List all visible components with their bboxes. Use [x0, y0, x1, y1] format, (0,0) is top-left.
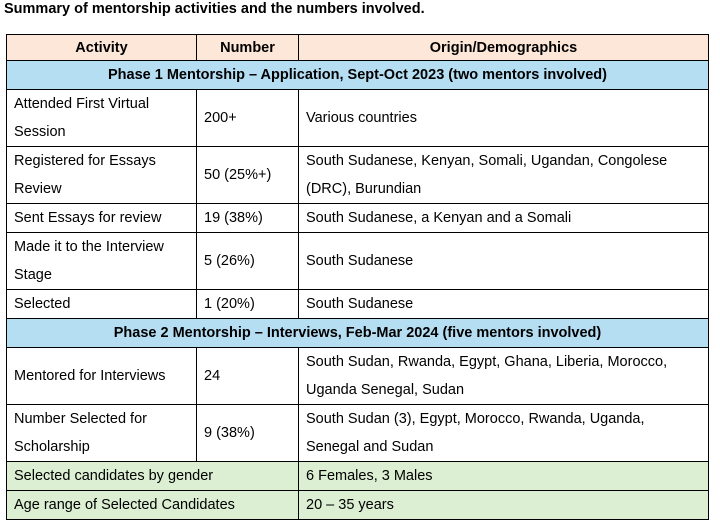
- activity-cell: Registered for Essays Review: [7, 147, 197, 204]
- phase2-title: Phase 2 Mentorship – Interviews, Feb-Mar 2024 (five mentors involved): [7, 319, 709, 348]
- activity-cell: Mentored for Interviews: [7, 348, 197, 405]
- origin-cell: South Sudanese: [299, 290, 709, 319]
- summary-label: Age range of Selected Candidates: [7, 491, 299, 520]
- phase2-heading-row: [7, 319, 709, 348]
- number-cell: 200+: [197, 90, 299, 147]
- header-number: Number: [197, 35, 299, 61]
- table-row: [7, 405, 709, 462]
- number-cell: 24: [197, 348, 299, 405]
- header-origin: Origin/Demographics: [299, 35, 709, 61]
- table-row: [7, 204, 709, 233]
- summary-row-gender: [7, 462, 709, 491]
- table-row: [7, 233, 709, 290]
- origin-cell: Various countries: [299, 90, 709, 147]
- number-cell: 5 (26%): [197, 233, 299, 290]
- activity-cell: Number Selected for Scholarship: [7, 405, 197, 462]
- activity-cell: Attended First Virtual Session: [7, 90, 197, 147]
- origin-cell: South Sudanese, a Kenyan and a Somali: [299, 204, 709, 233]
- header-activity: Activity: [7, 35, 197, 61]
- phase1-title: Phase 1 Mentorship – Application, Sept-Oct 2023 (two mentors involved): [7, 61, 709, 90]
- origin-cell: South Sudan (3), Egypt, Morocco, Rwanda, Uganda, Senegal and Sudan: [299, 405, 709, 462]
- origin-cell: South Sudanese: [299, 233, 709, 290]
- activity-cell: Sent Essays for review: [7, 204, 197, 233]
- summary-row-age: [7, 491, 709, 520]
- table-caption: Summary of mentorship activities and the numbers involved.: [4, 1, 425, 17]
- number-cell: 9 (38%): [197, 405, 299, 462]
- number-cell: 19 (38%): [197, 204, 299, 233]
- activity-cell: Made it to the Interview Stage: [7, 233, 197, 290]
- table-row: [7, 348, 709, 405]
- summary-value: 6 Females, 3 Males: [299, 462, 709, 491]
- table-row: [7, 147, 709, 204]
- table-row: [7, 90, 709, 147]
- number-cell: 1 (20%): [197, 290, 299, 319]
- summary-value: 20 – 35 years: [299, 491, 709, 520]
- mentorship-summary-table: [6, 34, 709, 520]
- origin-cell: South Sudan, Rwanda, Egypt, Ghana, Liberia, Morocco, Uganda Senegal, Sudan: [299, 348, 709, 405]
- summary-label: Selected candidates by gender: [7, 462, 299, 491]
- table-row: [7, 290, 709, 319]
- phase1-heading-row: [7, 61, 709, 90]
- number-cell: 50 (25%+): [197, 147, 299, 204]
- header-row: [7, 35, 709, 61]
- origin-cell: South Sudanese, Kenyan, Somali, Ugandan, Congolese (DRC), Burundian: [299, 147, 709, 204]
- activity-cell: Selected: [7, 290, 197, 319]
